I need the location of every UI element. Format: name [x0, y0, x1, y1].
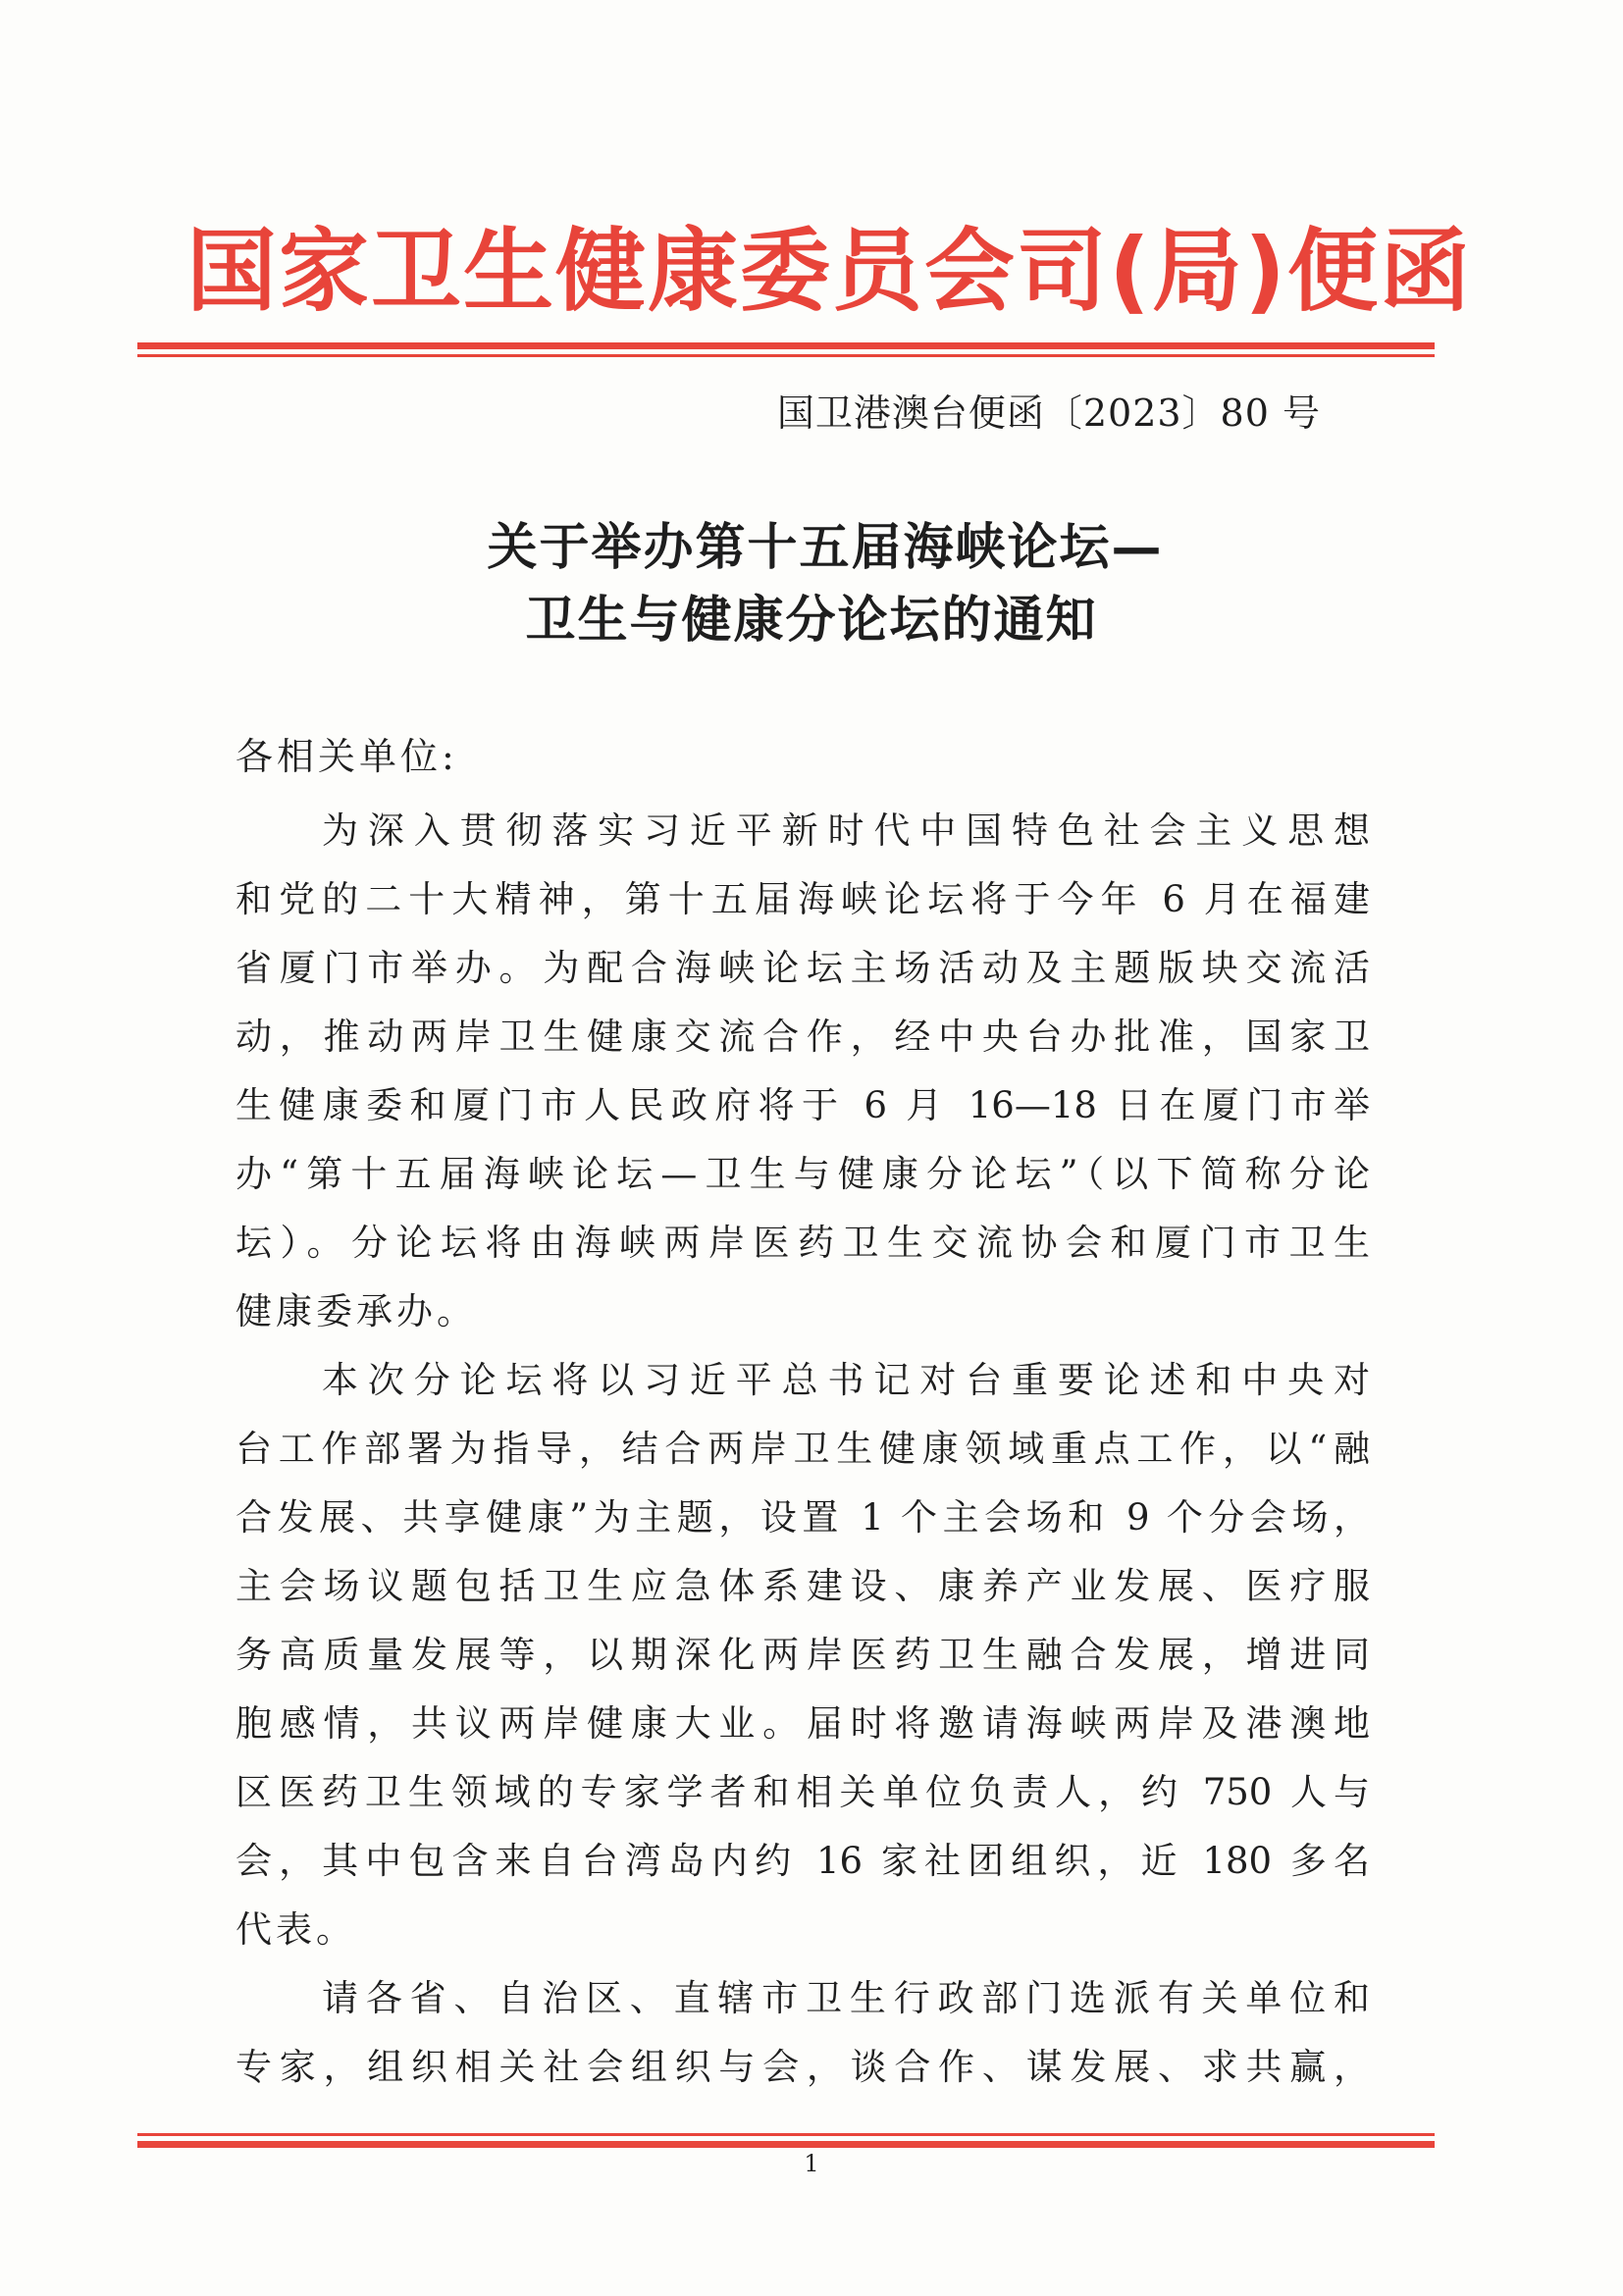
letterhead-title: 国家卫生健康委员会司(局)便函: [186, 219, 1473, 324]
paragraph-line: 胞感情，共议两岸健康大业。届时将邀请海峡两岸及港澳地: [236, 1702, 1370, 1745]
paragraph-line: 主会场议题包括卫生应急体系建设、康养产业发展、医疗服: [236, 1565, 1370, 1607]
body-paragraph: [236, 1964, 1370, 2102]
bottom-red-rule-thick: [137, 2141, 1435, 2148]
paragraph-line: 合发展、共享健康”为主题，设置 1 个主会场和 9 个分会场，: [236, 1496, 1370, 1539]
top-red-rule-thick: [137, 342, 1435, 349]
paragraph-line: 请各省、自治区、直辖市卫生行政部门选派有关单位和: [322, 1977, 1370, 2019]
notice-title-line-1: 关于举办第十五届海峡论坛—: [487, 519, 1164, 577]
paragraph-line: 本次分论坛将以习近平总书记对台重要论述和中央对: [322, 1359, 1370, 1401]
paragraph-line: 台工作部署为指导，结合两岸卫生健康领域重点工作，以“融: [236, 1428, 1370, 1470]
paragraph-line: 办“第十五届海峡论坛—卫生与健康分论坛”（以下简称分论: [236, 1153, 1370, 1195]
bottom-red-rule-thin: [137, 2133, 1435, 2136]
paragraph-line: 和党的二十大精神，第十五届海峡论坛将于今年 6 月在福建: [236, 878, 1370, 920]
paragraph-line: 省厦门市举办。为配合海峡论坛主场活动及主题版块交流活: [236, 947, 1370, 989]
body-paragraph: [236, 1346, 1370, 1964]
letter-body: [236, 797, 1370, 2102]
paragraph-line: 动，推动两岸卫生健康交流合作，经中央台办批准，国家卫: [236, 1016, 1370, 1058]
top-red-rule-thin: [137, 354, 1435, 357]
paragraph-line: 代表。: [236, 1908, 356, 1951]
paragraph-line: 生健康委和厦门市人民政府将于 6 月 16—18 日在厦门市举: [236, 1084, 1370, 1126]
notice-title-line-2: 卫生与健康分论坛的通知: [525, 592, 1098, 650]
paragraph-line: 健康委承办。: [236, 1290, 477, 1332]
salutation: 各相关单位:: [236, 735, 458, 778]
paragraph-line: 区医药卫生领域的专家学者和相关单位负责人，约 750 人与: [236, 1771, 1370, 1813]
paragraph-line: 坛）。分论坛将由海峡两岸医药卫生交流协会和厦门市卫生: [236, 1222, 1370, 1264]
document-number: 国卫港澳台便函〔2023〕80 号: [776, 391, 1321, 435]
paragraph-line: 为深入贯彻落实习近平新时代中国特色社会主义思想: [322, 809, 1370, 852]
paragraph-line: 会，其中包含来自台湾岛内约 16 家社团组织，近 180 多名: [236, 1840, 1370, 1882]
paragraph-line: 专家，组织相关社会组织与会，谈合作、谋发展、求共赢，: [236, 2046, 1370, 2088]
body-paragraph: [236, 797, 1370, 1346]
page-number: 1: [804, 2150, 819, 2177]
paragraph-line: 务高质量发展等，以期深化两岸医药卫生融合发展，增进同: [236, 1634, 1370, 1676]
